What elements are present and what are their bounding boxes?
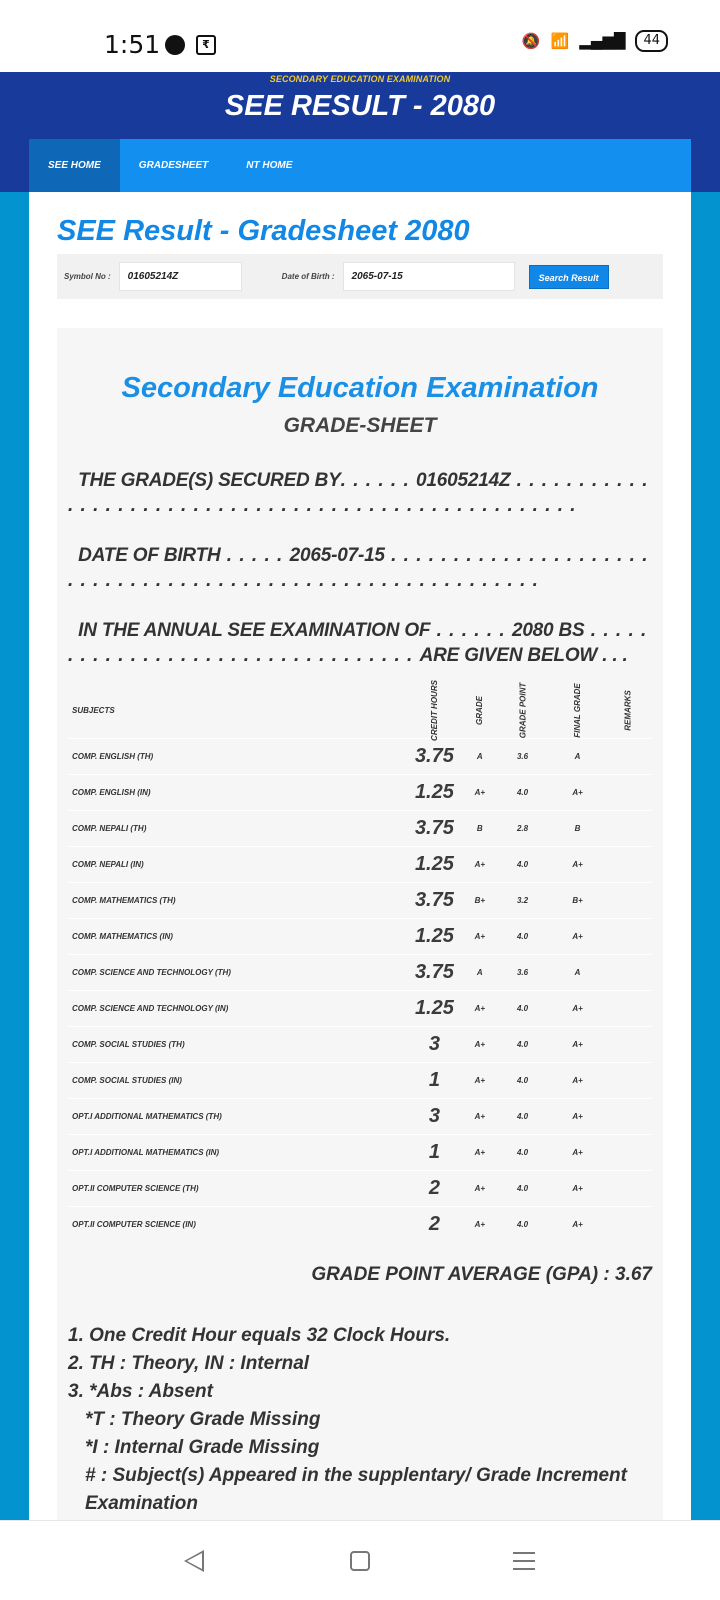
credit-hours-cell: 3.75	[404, 810, 465, 846]
grade-point-cell: 4.0	[495, 1098, 551, 1134]
recent-apps-icon[interactable]	[513, 1552, 535, 1570]
subject-cell: COMP. ENGLISH (TH)	[68, 738, 404, 774]
gpa-summary: GRADE POINT AVERAGE (GPA) : 3.67	[311, 1264, 652, 1285]
grade-cell: A+	[465, 990, 495, 1026]
credit-hours-cell: 3	[404, 1026, 465, 1062]
remarks-cell	[605, 1026, 652, 1062]
grade-point-cell: 2.8	[495, 810, 551, 846]
grade-point-cell: 3.6	[495, 954, 551, 990]
remarks-cell	[605, 954, 652, 990]
grade-cell: A+	[465, 774, 495, 810]
notes	[68, 1322, 658, 1518]
secured-by-line: THE GRADE(S) SECURED BY. . . . . . 01605214Z . . . . . . . . . . . . . . . . . . . . . . . . . . . . . . . . . . . . . . . . . . . . . . . . . . . .	[68, 470, 649, 516]
final-grade-cell: A+	[550, 990, 605, 1026]
android-navigation-bar	[0, 1520, 720, 1600]
grade-cell: A	[465, 954, 495, 990]
subject-cell: COMP. MATHEMATICS (TH)	[68, 882, 404, 918]
header-title: SEE RESULT - 2080	[224, 90, 496, 122]
symbol-label: Symbol No :	[64, 272, 111, 281]
credit-hours-cell: 1.25	[404, 990, 465, 1026]
site-header	[0, 72, 720, 192]
table-row	[68, 1026, 652, 1062]
note-2: 2. TH : Theory, IN : Internal	[68, 1353, 310, 1374]
credit-hours-cell: 3.75	[404, 954, 465, 990]
header-final-grade: FINAL GRADE	[573, 683, 583, 739]
battery-icon: 44	[635, 30, 668, 52]
table-row	[68, 954, 652, 990]
secured-label: THE GRADE(S) SECURED BY	[78, 470, 341, 491]
grade-point-cell: 4.0	[495, 1134, 551, 1170]
grade-point-cell: 3.2	[495, 882, 551, 918]
grade-point-cell: 4.0	[495, 1062, 551, 1098]
remarks-cell	[605, 774, 652, 810]
final-grade-cell: A+	[550, 1206, 605, 1242]
subject-cell: OPT.II COMPUTER SCIENCE (TH)	[68, 1170, 404, 1206]
remarks-cell	[605, 1170, 652, 1206]
final-grade-cell: A+	[550, 1062, 605, 1098]
grade-sheet	[57, 328, 663, 1520]
subject-cell: COMP. MATHEMATICS (IN)	[68, 918, 404, 954]
remarks-cell	[605, 882, 652, 918]
final-grade-cell: A+	[550, 774, 605, 810]
back-icon[interactable]	[184, 1550, 204, 1572]
note-internal-missing: *I : Internal Grade Missing	[85, 1437, 320, 1458]
final-grade-cell: B+	[550, 882, 605, 918]
table-row	[68, 990, 652, 1026]
sheet-title: Secondary Education Examination	[121, 372, 599, 404]
status-icons	[522, 30, 668, 52]
grade-cell: A+	[465, 1206, 495, 1242]
table-row	[68, 1170, 652, 1206]
grade-point-cell: 4.0	[495, 774, 551, 810]
subject-cell: OPT.I ADDITIONAL MATHEMATICS (TH)	[68, 1098, 404, 1134]
note-supplementary: # : Subject(s) Appeared in the supplentary/ Grade Increment Examination	[85, 1465, 627, 1514]
subject-cell: COMP. NEPALI (IN)	[68, 846, 404, 882]
grade-cell: A+	[465, 1098, 495, 1134]
credit-hours-cell: 3.75	[404, 882, 465, 918]
remarks-cell	[605, 846, 652, 882]
final-grade-cell: B	[550, 810, 605, 846]
search-bar	[57, 254, 663, 299]
credit-hours-cell: 1.25	[404, 918, 465, 954]
remarks-cell	[605, 1062, 652, 1098]
grade-point-cell: 4.0	[495, 918, 551, 954]
messenger-icon	[165, 35, 185, 55]
final-grade-cell: A+	[550, 1170, 605, 1206]
final-grade-cell: A+	[550, 918, 605, 954]
subject-cell: COMP. NEPALI (TH)	[68, 810, 404, 846]
remarks-cell	[605, 1206, 652, 1242]
table-row	[68, 1134, 652, 1170]
table-row	[68, 738, 652, 774]
credit-hours-cell: 2	[404, 1170, 465, 1206]
final-grade-cell: A+	[550, 1026, 605, 1062]
table-row	[68, 810, 652, 846]
header-remarks: REMARKS	[623, 690, 633, 731]
final-grade-cell: A	[550, 738, 605, 774]
subject-cell: COMP. SCIENCE AND TECHNOLOGY (IN)	[68, 990, 404, 1026]
final-grade-cell: A+	[550, 1134, 605, 1170]
site-background	[0, 72, 720, 1520]
grade-point-cell: 4.0	[495, 990, 551, 1026]
header-grade-point: GRADE POINT	[518, 682, 528, 739]
grade-cell: B+	[465, 882, 495, 918]
nav-see-home[interactable]: SEE HOME	[29, 139, 120, 192]
header-grade: GRADE	[475, 696, 485, 726]
search-result-button[interactable]: Search Result	[529, 265, 609, 289]
table-row	[68, 918, 652, 954]
remarks-cell	[605, 918, 652, 954]
payment-icon: ₹	[196, 35, 216, 55]
final-grade-cell: A+	[550, 846, 605, 882]
grade-point-cell: 4.0	[495, 1206, 551, 1242]
subject-cell: OPT.I ADDITIONAL MATHEMATICS (IN)	[68, 1134, 404, 1170]
subject-cell: COMP. ENGLISH (IN)	[68, 774, 404, 810]
exam-line: IN THE ANNUAL SEE EXAMINATION OF . . . . . . 2080 BS . . . . . . . . . . . . . . . . . . . . . . . . . . . . . . . . . ARE GIVEN BELOW . . .	[68, 620, 648, 666]
wifi-icon: 📶	[550, 32, 570, 50]
table-row	[68, 1098, 652, 1134]
credit-hours-cell: 3.75	[404, 738, 465, 774]
grade-point-cell: 4.0	[495, 846, 551, 882]
dob-line: DATE OF BIRTH . . . . . 2065-07-15 . . . . . . . . . . . . . . . . . . . . . . . . . . . . . . . . . . . . . . . . . . . . . . . . . . . . . . . . . . .	[68, 545, 649, 591]
grade-cell: A+	[465, 1170, 495, 1206]
credit-hours-cell: 1	[404, 1062, 465, 1098]
grade-cell: A	[465, 738, 495, 774]
remarks-cell	[605, 1098, 652, 1134]
grade-cell: A+	[465, 846, 495, 882]
dob-line-label: DATE OF BIRTH	[78, 545, 221, 566]
header-kicker: SECONDARY EDUCATION EXAMINATION	[269, 74, 451, 84]
signal-icon: ▂▄▆█	[579, 32, 626, 50]
grade-cell: B	[465, 810, 495, 846]
remarks-cell	[605, 990, 652, 1026]
symbol-input[interactable]: 01605214Z	[119, 262, 242, 291]
table-row	[68, 882, 652, 918]
given-below: ARE GIVEN BELOW . . .	[419, 645, 628, 666]
remarks-cell	[605, 1134, 652, 1170]
grade-cell: A+	[465, 918, 495, 954]
page-title: SEE Result - Gradesheet 2080	[57, 215, 470, 247]
credit-hours-cell: 3	[404, 1098, 465, 1134]
credit-hours-cell: 1	[404, 1134, 465, 1170]
nav-nt-home[interactable]: NT HOME	[246, 160, 293, 171]
table-header-row	[68, 684, 652, 738]
header-credit-hours: CREDIT HOURS	[429, 680, 439, 742]
table-row	[68, 774, 652, 810]
table-row	[68, 846, 652, 882]
grade-cell: A+	[465, 1026, 495, 1062]
subject-cell: COMP. SCIENCE AND TECHNOLOGY (TH)	[68, 954, 404, 990]
exam-value: 2080 BS	[511, 620, 585, 641]
credit-hours-cell: 1.25	[404, 774, 465, 810]
secured-value: 01605214Z	[416, 470, 511, 491]
header-subjects: SUBJECTS	[72, 706, 115, 716]
nav-gradesheet[interactable]: GRADESHEET	[138, 160, 209, 171]
home-icon[interactable]	[350, 1551, 370, 1571]
note-1: 1. One Credit Hour equals 32 Clock Hours.	[68, 1325, 451, 1346]
grade-cell: A+	[465, 1134, 495, 1170]
result-page	[29, 192, 691, 1520]
dob-line-value: 2065-07-15	[289, 545, 385, 566]
credit-hours-cell: 2	[404, 1206, 465, 1242]
subject-cell: OPT.II COMPUTER SCIENCE (IN)	[68, 1206, 404, 1242]
grade-point-cell: 3.6	[495, 738, 551, 774]
table-row	[68, 1206, 652, 1242]
status-bar	[0, 0, 720, 72]
sheet-subtitle: GRADE-SHEET	[283, 414, 437, 437]
grade-table	[68, 680, 652, 1242]
main-navigation	[29, 139, 691, 192]
grade-cell: A+	[465, 1062, 495, 1098]
dob-label: Date of Birth :	[281, 272, 335, 281]
subject-cell: COMP. SOCIAL STUDIES (IN)	[68, 1062, 404, 1098]
grade-point-cell: 4.0	[495, 1026, 551, 1062]
credit-hours-cell: 1.25	[404, 846, 465, 882]
grade-point-cell: 4.0	[495, 1170, 551, 1206]
table-row	[68, 1062, 652, 1098]
final-grade-cell: A	[550, 954, 605, 990]
note-theory-missing: *T : Theory Grade Missing	[85, 1409, 321, 1430]
note-3: 3. *Abs : Absent	[68, 1381, 213, 1402]
exam-label: IN THE ANNUAL SEE EXAMINATION OF	[78, 620, 431, 641]
remarks-cell	[605, 738, 652, 774]
mute-icon: 🔕	[521, 32, 541, 50]
remarks-cell	[605, 810, 652, 846]
final-grade-cell: A+	[550, 1098, 605, 1134]
dob-input[interactable]: 2065-07-15	[343, 262, 515, 291]
subject-cell: COMP. SOCIAL STUDIES (TH)	[68, 1026, 404, 1062]
status-time: 1:51	[104, 30, 161, 59]
